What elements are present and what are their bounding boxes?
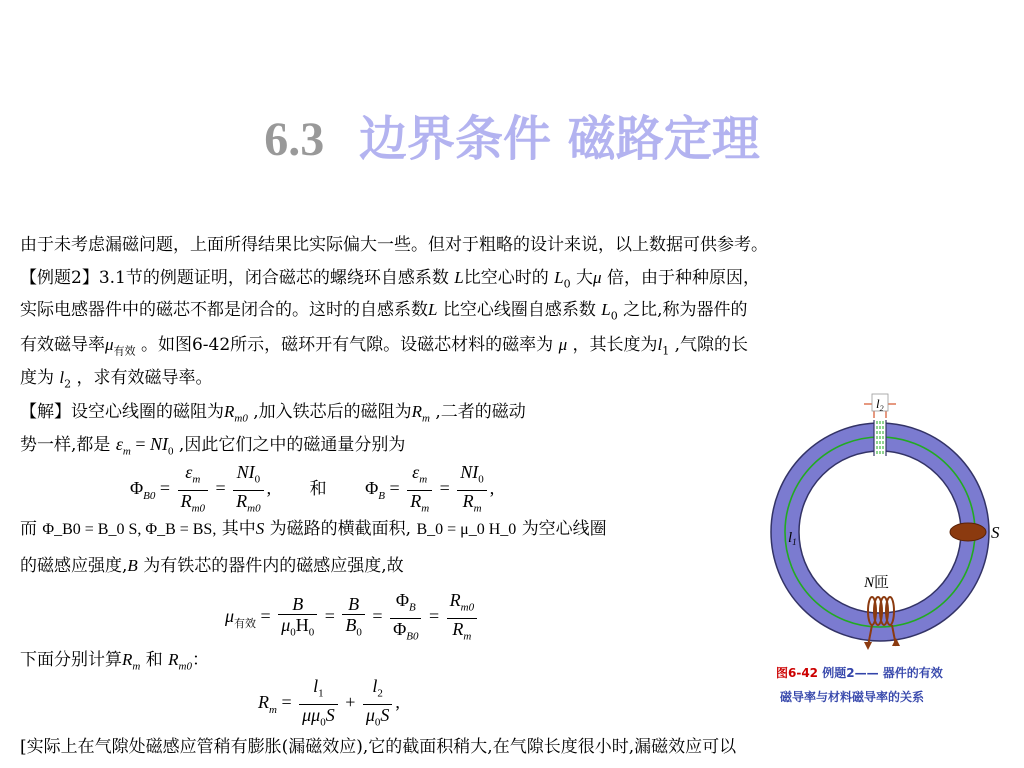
label-S: S bbox=[991, 523, 1000, 542]
label-l1: $l_1$ bbox=[788, 530, 797, 547]
effective-mu-equation: $\mu_{有效}$ = $\frac{B}{\mu_0H_0}$ = $\frac{B}{B_0}$ = $\frac{\Phi_B}{\Phi_{B0}}$ = $\frac{R_{m0}}{R_m}$ bbox=[225, 590, 480, 646]
text-line-2: 【例题2】3.1节的例题证明，闭合磁芯的螺绕环自感系数 L比空心时的 $L_0$ 大μ 倍，由于种种原因， bbox=[20, 268, 760, 291]
text-line-1: 由于未考虑漏磁问题，上面所得结果比实际偏大一些。但对于粗略的设计来说，以上数据可供参考。 bbox=[20, 235, 768, 255]
text-line-3: 实际电感器件中的磁芯不都是闭合的。这时的自感系数L 比空心线圈自感系数 $L_0$ 之比,称为器件的 bbox=[20, 300, 748, 323]
text-line-5: 度为 $l_2$ ，求有效磁导率。 bbox=[20, 368, 213, 391]
text-line-7: 势一样,都是 $\varepsilon_m = NI_0$ ,因此它们之中的磁通量分别为 bbox=[20, 434, 406, 458]
figure-6-42 bbox=[760, 388, 1016, 710]
text-line-9: 而 Φ_B0 = B_0 S, Φ_B = BS, 其中S 为磁路的横截面积, B_0 = μ_0 H_0 为空心线圈 bbox=[20, 519, 607, 539]
text-line-6: 【解】设空心线圈的磁阻为$R_{m0}$ ,加入铁芯后的磁阻为$R_m$ ,二者的磁动 bbox=[20, 402, 526, 425]
label-l2: $l_2$ bbox=[876, 396, 884, 413]
section-number: 6.3 bbox=[264, 113, 325, 166]
text-line-4: 有效磁导率$\mu_{有效}$ 。如图6-42所示，磁环开有气隙。设磁芯材料的磁率为 μ ，其长度为$l_1$ ,气隙的长 bbox=[20, 335, 749, 358]
slide-title bbox=[0, 100, 1024, 169]
text-line-12: [实际上在气隙处磁感应管稍有膨胀(漏磁效应),它的截面积稍大,在气隙长度很小时,漏磁效应可以 bbox=[20, 737, 737, 757]
figure-caption-line-2: 磁导率与材料磁导率的关系 bbox=[780, 690, 925, 704]
section-title: 边界条件 磁路定理 bbox=[359, 111, 760, 167]
text-line-11: 下面分别计算$R_m$ 和 $R_{m0}$： bbox=[20, 650, 209, 673]
rm-equation: $R_m$ = $\frac{l_1}{\mu\mu_0S}$ + $\frac{l_2}{\mu_0S}$ , bbox=[258, 676, 400, 729]
text-line-10: 的磁感应强度,B 为有铁芯的器件内的磁感应强度,故 bbox=[20, 556, 404, 576]
figure-caption-line-1: 图6-42 例题2—— 器件的有效 bbox=[776, 666, 943, 680]
flux-equations: $\Phi_{B0}$ = $\frac{\varepsilon_m}{R_{m0}}$ = $\frac{NI_0}{R_{m0}}$ , 和 $\Phi_B$ = $\frac{\varepsilon_m}{R_m}$ = $\frac{NI_0}{R_m}$ , bbox=[130, 462, 495, 515]
label-N-turns: N匝 bbox=[864, 573, 890, 591]
lead-arrow-down bbox=[864, 642, 872, 650]
cross-section bbox=[950, 523, 986, 541]
